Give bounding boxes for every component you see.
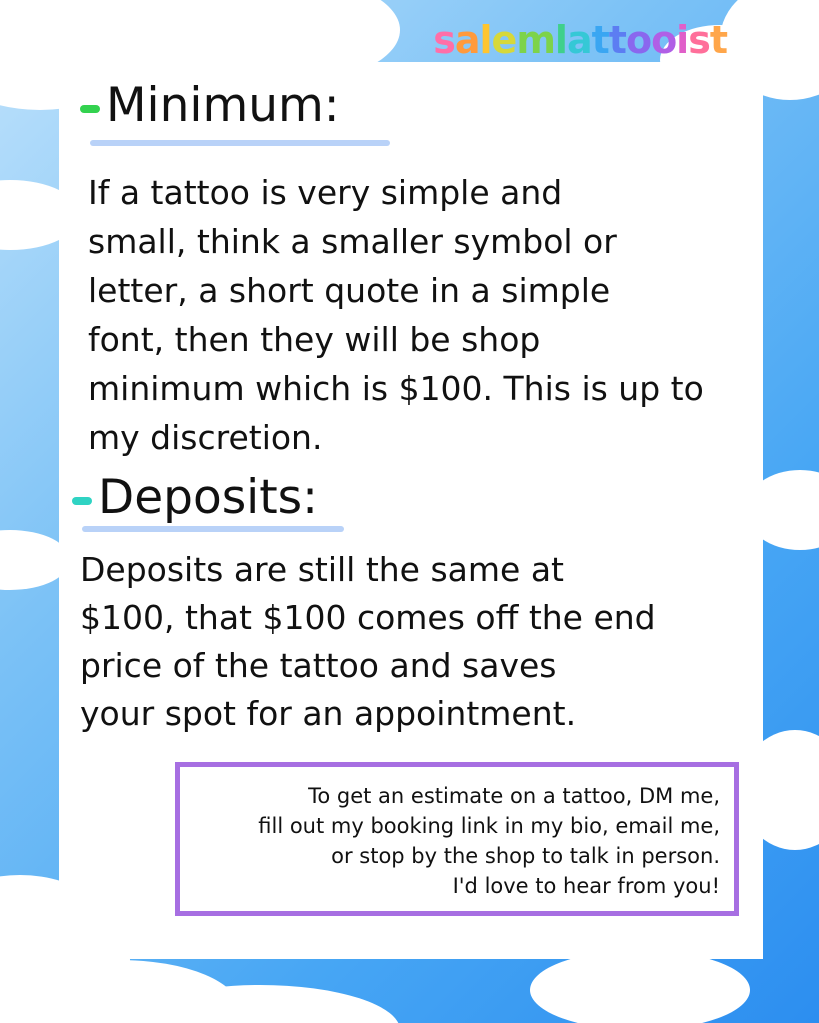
deposits-heading-text: Deposits: — [98, 470, 318, 525]
handle-letter: m — [516, 18, 555, 62]
artist-handle — [433, 18, 727, 62]
note-line: fill out my booking link in my bio, email me, — [258, 814, 720, 838]
minimum-line: letter, a short quote in a simple — [88, 271, 611, 310]
handle-letter: o — [625, 18, 652, 62]
deposits-paragraph — [80, 546, 656, 738]
minimum-line: my discretion. — [88, 418, 323, 457]
estimate-note-box — [175, 762, 739, 916]
deposits-heading — [72, 470, 318, 525]
handle-letter: a — [454, 18, 480, 62]
deposits-bullet-dash — [72, 497, 92, 505]
deposits-line: $100, that $100 comes off the end — [80, 598, 656, 637]
handle-letter: a — [566, 18, 592, 62]
handle-letter: t — [608, 18, 626, 62]
note-line: or stop by the shop to talk in person. — [331, 844, 720, 868]
handle-letter: l — [554, 18, 567, 62]
minimum-bullet-dash — [80, 105, 100, 113]
note-line: I'd love to hear from you! — [452, 874, 720, 898]
minimum-paragraph — [88, 168, 704, 462]
handle-letter: s — [688, 18, 710, 62]
deposits-line: your spot for an appointment. — [80, 694, 577, 733]
deposits-heading-underline — [82, 526, 344, 532]
minimum-heading-text: Minimum: — [106, 78, 340, 133]
deposits-line: Deposits are still the same at — [80, 550, 564, 589]
minimum-line: font, then they will be shop — [88, 320, 541, 359]
deposits-line: price of the tattoo and saves — [80, 646, 557, 685]
minimum-heading-underline — [90, 140, 390, 146]
handle-letter: e — [491, 18, 517, 62]
handle-letter: o — [651, 18, 677, 62]
minimum-line: small, think a smaller symbol or — [88, 222, 617, 261]
handle-letter: t — [591, 18, 609, 62]
handle-letter: s — [433, 18, 455, 62]
minimum-line: If a tattoo is very simple and — [88, 173, 563, 212]
minimum-line: minimum which is $100. This is up to — [88, 369, 704, 408]
handle-letter: t — [709, 18, 727, 62]
handle-letter: l — [479, 18, 492, 62]
note-line: To get an estimate on a tattoo, DM me, — [308, 784, 720, 808]
handle-letter: i — [676, 18, 689, 62]
minimum-heading — [80, 78, 340, 133]
